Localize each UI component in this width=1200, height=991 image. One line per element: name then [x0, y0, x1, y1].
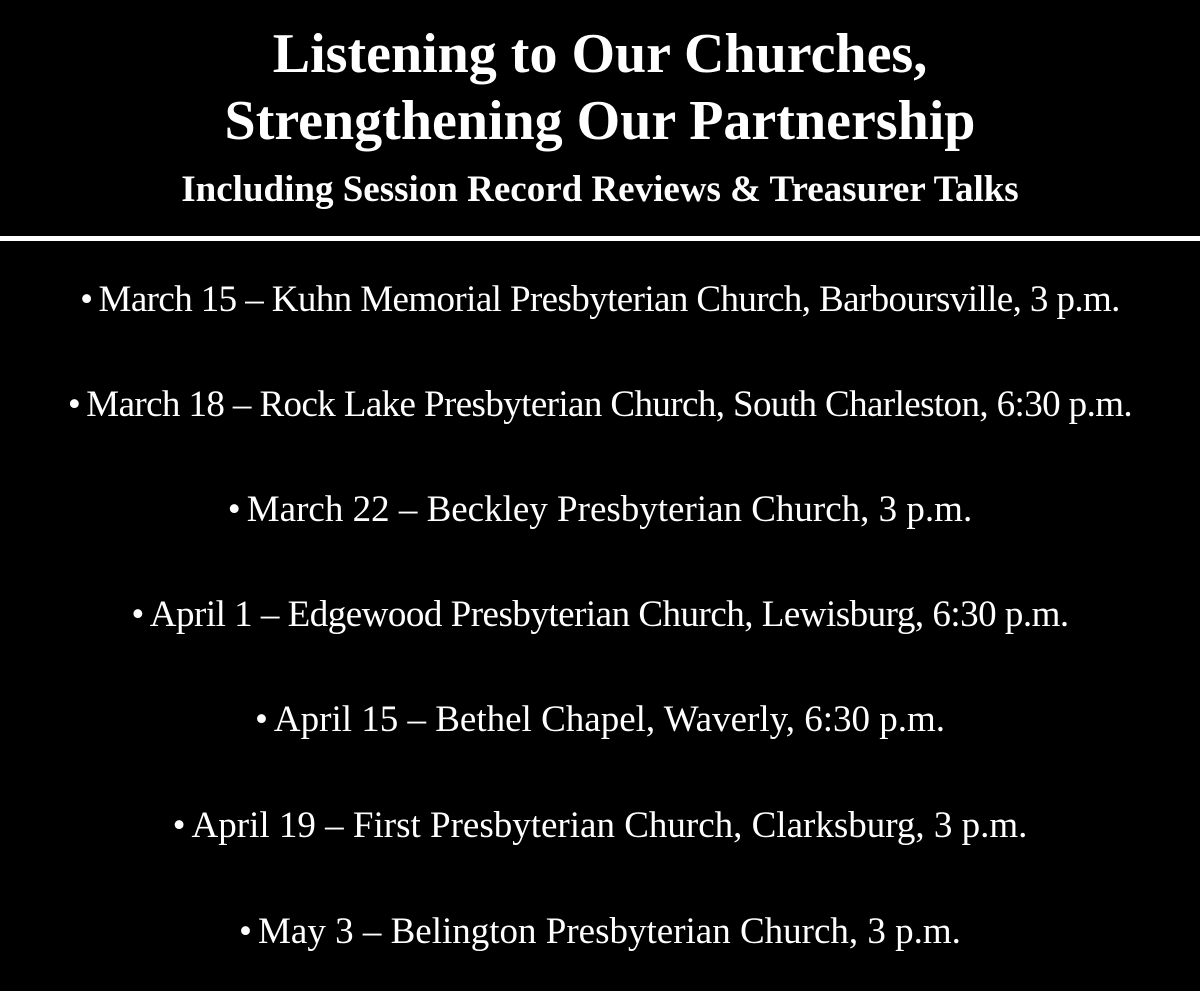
event-text: April 19 – First Presbyterian Church, Clarksburg, 3 p.m. — [191, 805, 1028, 846]
event-text: April 15 – Bethel Chapel, Waverly, 6:30 p.m. — [273, 699, 946, 740]
title-line-2: Strengthening Our Partnership — [224, 90, 976, 152]
event-text: March 15 – Kuhn Memorial Presbyterian Church, Barboursville, 3 p.m. — [98, 279, 1120, 320]
event-text: March 22 – Beckley Presbyterian Church, 3 p.m. — [246, 489, 973, 530]
bullet-icon: • — [254, 699, 268, 740]
event-item-march-18 — [0, 382, 1200, 428]
event-item-march-15 — [0, 277, 1200, 323]
bullet-icon: • — [239, 911, 253, 952]
event-item-march-22 — [0, 487, 1200, 533]
title-line-1: Listening to Our Churches, — [272, 23, 928, 85]
subtitle: Including Session Record Reviews & Treasurer Talks — [181, 169, 1019, 210]
event-text: May 3 – Belington Presbyterian Church, 3 p.m. — [258, 911, 961, 952]
bullet-icon: • — [80, 279, 93, 320]
header-divider — [0, 236, 1200, 241]
event-item-may-3 — [0, 909, 1200, 955]
header — [0, 0, 1200, 236]
bullet-icon: • — [67, 384, 81, 425]
event-item-april-19 — [0, 803, 1200, 849]
bullet-icon: • — [172, 805, 186, 846]
event-item-april-1 — [0, 592, 1200, 638]
event-item-april-15 — [0, 697, 1200, 743]
event-text: April 1 – Edgewood Presbyterian Church, Lewisburg, 6:30 p.m. — [149, 594, 1069, 635]
bullet-icon: • — [227, 489, 241, 530]
event-text: March 18 – Rock Lake Presbyterian Church, South Charleston, 6:30 p.m. — [86, 384, 1133, 425]
bullet-icon: • — [131, 594, 144, 635]
